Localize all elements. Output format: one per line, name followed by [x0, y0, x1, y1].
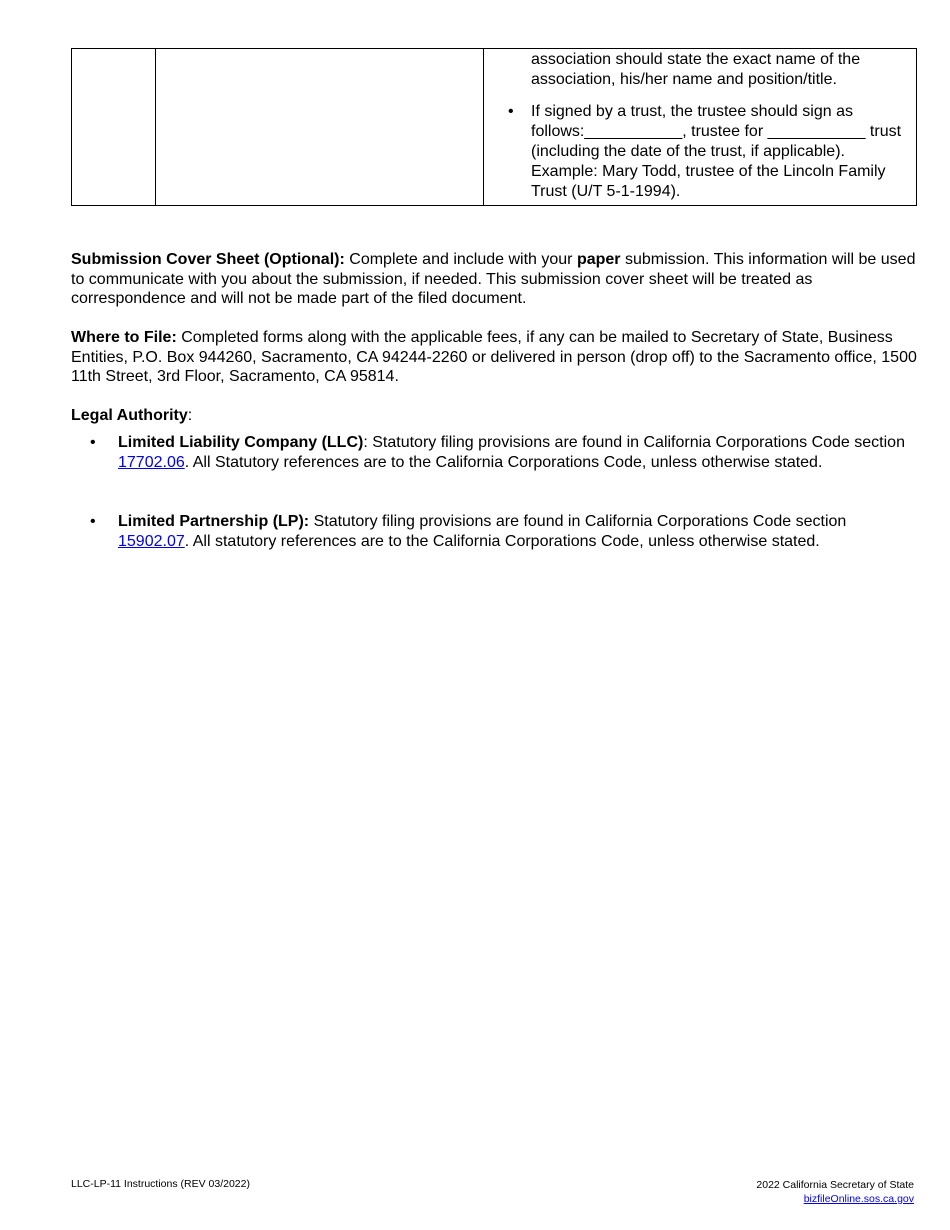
table-cell-instructions [484, 49, 916, 205]
bullet-icon: • [508, 103, 514, 120]
table-cell-field [156, 49, 484, 205]
association-continuation-text: association should state the exact name of the association, his/her name and position/title. [531, 51, 861, 88]
legal-authority-heading: Legal Authority [71, 407, 188, 424]
instructions-table-fragment [71, 48, 917, 206]
lp-text-rest: . All statutory references are to the California Corporations Code, unless otherwise stated. [184, 533, 820, 550]
trust-signing-instruction: If signed by a trust, the trustee should sign as follows:___________, trustee for ___________ trust (including the date of the trust, if applicable). Example: Mary Todd, trustee of the Lincoln Family Trust (U/T 5-1-1994). [531, 103, 902, 200]
footer-form-id: LLC-LP-11 Instructions (REV 03/2022) [71, 1178, 250, 1190]
list-item-lp [118, 512, 918, 552]
cover-sheet-heading: Submission Cover Sheet (Optional): [71, 251, 345, 268]
footer-copyright: 2022 California Secretary of State [756, 1179, 914, 1191]
llc-label: Limited Liability Company (LLC) [118, 434, 364, 451]
bullet-icon: • [90, 434, 96, 451]
lp-label: Limited Partnership (LP): [118, 513, 310, 530]
where-to-file-paragraph [71, 328, 921, 387]
table-cell-item [72, 49, 156, 205]
list-item-llc [118, 433, 918, 473]
lp-text: Statutory filing provisions are found in California Corporations Code section [309, 513, 847, 530]
cover-sheet-text: Complete and include with your [344, 251, 577, 268]
bullet-icon: • [90, 513, 96, 530]
cover-sheet-text-rest: submission. This information will be used to communicate with you about the submission, if needed. This submission cover sheet will be treated as correspondence and will not be made part of the filed document. [71, 251, 916, 307]
footer-right [756, 1178, 914, 1206]
where-to-file-heading: Where to File: [71, 329, 177, 346]
where-to-file-text: Completed forms along with the applicable fees, if any can be mailed to Secretary of State, Business Entities, P.O. Box 944260, Sacramento, CA 94244-2260 or delivered in person (drop off) to the Sacramento office, 1500 11th Street, 3rd Floor, Sacramento, CA 95814. [71, 329, 917, 385]
legal-authority-colon: : [187, 407, 193, 424]
code-link-17702[interactable]: 17702.06 [118, 454, 185, 471]
paper-emphasis: paper [576, 251, 621, 268]
legal-authority-heading-line [71, 406, 921, 426]
footer-website-link[interactable]: bizfileOnline.sos.ca.gov [803, 1193, 914, 1205]
llc-text-rest: . All Statutory references are to the California Corporations Code, unless otherwise stated. [184, 454, 823, 471]
code-link-15902[interactable]: 15902.07 [118, 533, 185, 550]
llc-text: : Statutory filing provisions are found in California Corporations Code section [363, 434, 905, 451]
cover-sheet-paragraph [71, 250, 921, 309]
